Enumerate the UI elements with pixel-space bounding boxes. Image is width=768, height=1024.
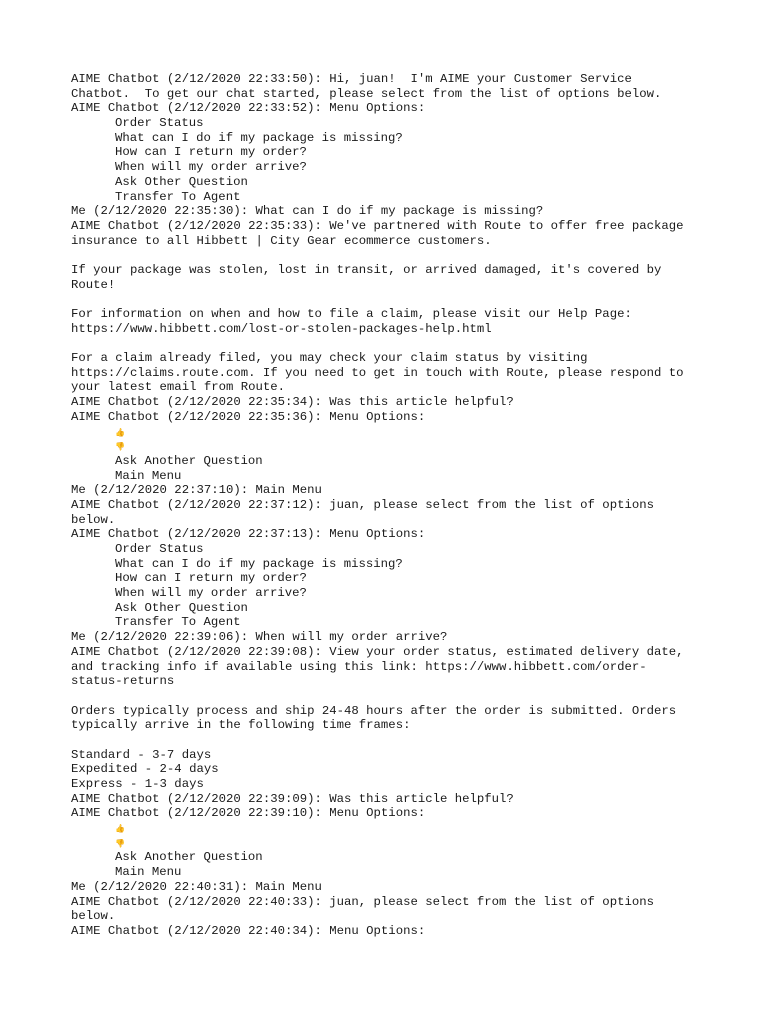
- menu-option-line: Ask Another Question: [115, 850, 263, 865]
- thumbs-down-icon: 👎: [115, 442, 125, 452]
- thumbs-up-icon: 👍: [115, 824, 125, 834]
- menu-option-line: Ask Another Question: [115, 453, 263, 468]
- transcript-line: AIME Chatbot (2/12/2020 22:35:34): Was this article helpful?: [71, 395, 514, 410]
- thumbs-up-icon: 👍: [115, 427, 125, 437]
- transcript-icon-line: [71, 425, 721, 440]
- transcript-line: Expedited - 2-4 days: [71, 762, 219, 777]
- transcript-line: AIME Chatbot (2/12/2020 22:35:33): We've partnered with Route to offer free package: [71, 218, 684, 233]
- transcript-line: Me (2/12/2020 22:39:06): When will my order arrive?: [71, 630, 448, 645]
- transcript-line: below.: [71, 909, 116, 924]
- blank-line: [71, 248, 721, 263]
- menu-option-line: Order Status: [115, 542, 204, 556]
- transcript-line: status-returns: [71, 674, 175, 689]
- blank-line: [71, 292, 721, 307]
- transcript-line: below.: [71, 512, 116, 527]
- transcript-line: Route!: [71, 277, 116, 292]
- menu-option-line: Transfer To Agent: [115, 189, 241, 204]
- transcript-line: and tracking info if available using this link: https://www.hibbett.com/order-: [71, 659, 647, 674]
- transcript-line: AIME Chatbot (2/12/2020 22:39:10): Menu Options:: [71, 806, 426, 821]
- menu-option-line: Order Status: [115, 116, 204, 131]
- thumbs-down-icon: 👎: [115, 838, 125, 848]
- menu-option-line: What can I do if my package is missing?: [115, 130, 403, 145]
- transcript-line: AIME Chatbot (2/12/2020 22:35:36): Menu Options:: [71, 409, 426, 424]
- transcript-line: typically arrive in the following time frames:: [71, 718, 411, 733]
- transcript-line: Orders typically process and ship 24-48 hours after the order is submitted. Orders: [71, 703, 677, 718]
- transcript-icon-line: [71, 821, 721, 836]
- transcript-line: AIME Chatbot (2/12/2020 22:37:12): juan, please select from the list of options: [71, 497, 654, 512]
- menu-option-line: Ask Other Question: [115, 600, 248, 615]
- transcript-line: Standard - 3-7 days: [71, 747, 212, 762]
- transcript-line: https://www.hibbett.com/lost-or-stolen-packages-help.html: [71, 321, 492, 336]
- menu-option-line: When will my order arrive?: [115, 586, 307, 601]
- transcript-line: Me (2/12/2020 22:35:30): What can I do if my package is missing?: [71, 204, 544, 219]
- transcript-line: AIME Chatbot (2/12/2020 22:33:50): Hi, juan! I'm AIME your Customer Service: [71, 72, 632, 86]
- transcript-icon-line: [71, 836, 721, 851]
- transcript-line: If your package was stolen, lost in transit, or arrived damaged, it's covered by: [71, 262, 662, 277]
- menu-option-line: How can I return my order?: [115, 145, 307, 160]
- menu-option-line: Main Menu: [115, 865, 182, 880]
- transcript-line: Express - 1-3 days: [71, 777, 204, 791]
- transcript-line: Me (2/12/2020 22:40:31): Main Menu: [71, 879, 322, 894]
- transcript-line: your latest email from Route.: [71, 380, 286, 395]
- transcript-line: AIME Chatbot (2/12/2020 22:40:33): juan, please select from the list of options: [71, 894, 654, 909]
- menu-option-line: Main Menu: [115, 468, 182, 483]
- transcript-line: For a claim already filed, you may check your claim status by visiting: [71, 351, 588, 366]
- blank-line: [71, 733, 721, 748]
- transcript-line: AIME Chatbot (2/12/2020 22:37:13): Menu Options:: [71, 527, 426, 542]
- menu-option-line: Transfer To Agent: [115, 615, 241, 630]
- transcript-line: AIME Chatbot (2/12/2020 22:39:08): View your order status, estimated delivery date,: [71, 644, 684, 659]
- menu-option-line: When will my order arrive?: [115, 160, 307, 175]
- transcript-icon-line: [71, 439, 721, 454]
- blank-line: [71, 336, 721, 351]
- transcript-line: For information on when and how to file a claim, please visit our Help Page:: [71, 307, 632, 321]
- transcript-line: AIME Chatbot (2/12/2020 22:39:09): Was this article helpful?: [71, 791, 514, 806]
- transcript-line: insurance to all Hibbett | City Gear ecommerce customers.: [71, 233, 492, 248]
- transcript-line: Me (2/12/2020 22:37:10): Main Menu: [71, 483, 322, 498]
- blank-line: [71, 689, 721, 704]
- transcript-line: https://claims.route.com. If you need to get in touch with Route, please respond to: [71, 365, 684, 380]
- transcript-line: AIME Chatbot (2/12/2020 22:40:34): Menu Options:: [71, 923, 426, 938]
- chat-transcript-document: [71, 72, 721, 939]
- transcript-line: Chatbot. To get our chat started, please select from the list of options below.: [71, 86, 662, 101]
- menu-option-line: Ask Other Question: [115, 174, 248, 189]
- menu-option-line: How can I return my order?: [115, 571, 307, 586]
- menu-option-line: What can I do if my package is missing?: [115, 556, 403, 571]
- transcript-line: AIME Chatbot (2/12/2020 22:33:52): Menu Options:: [71, 101, 426, 116]
